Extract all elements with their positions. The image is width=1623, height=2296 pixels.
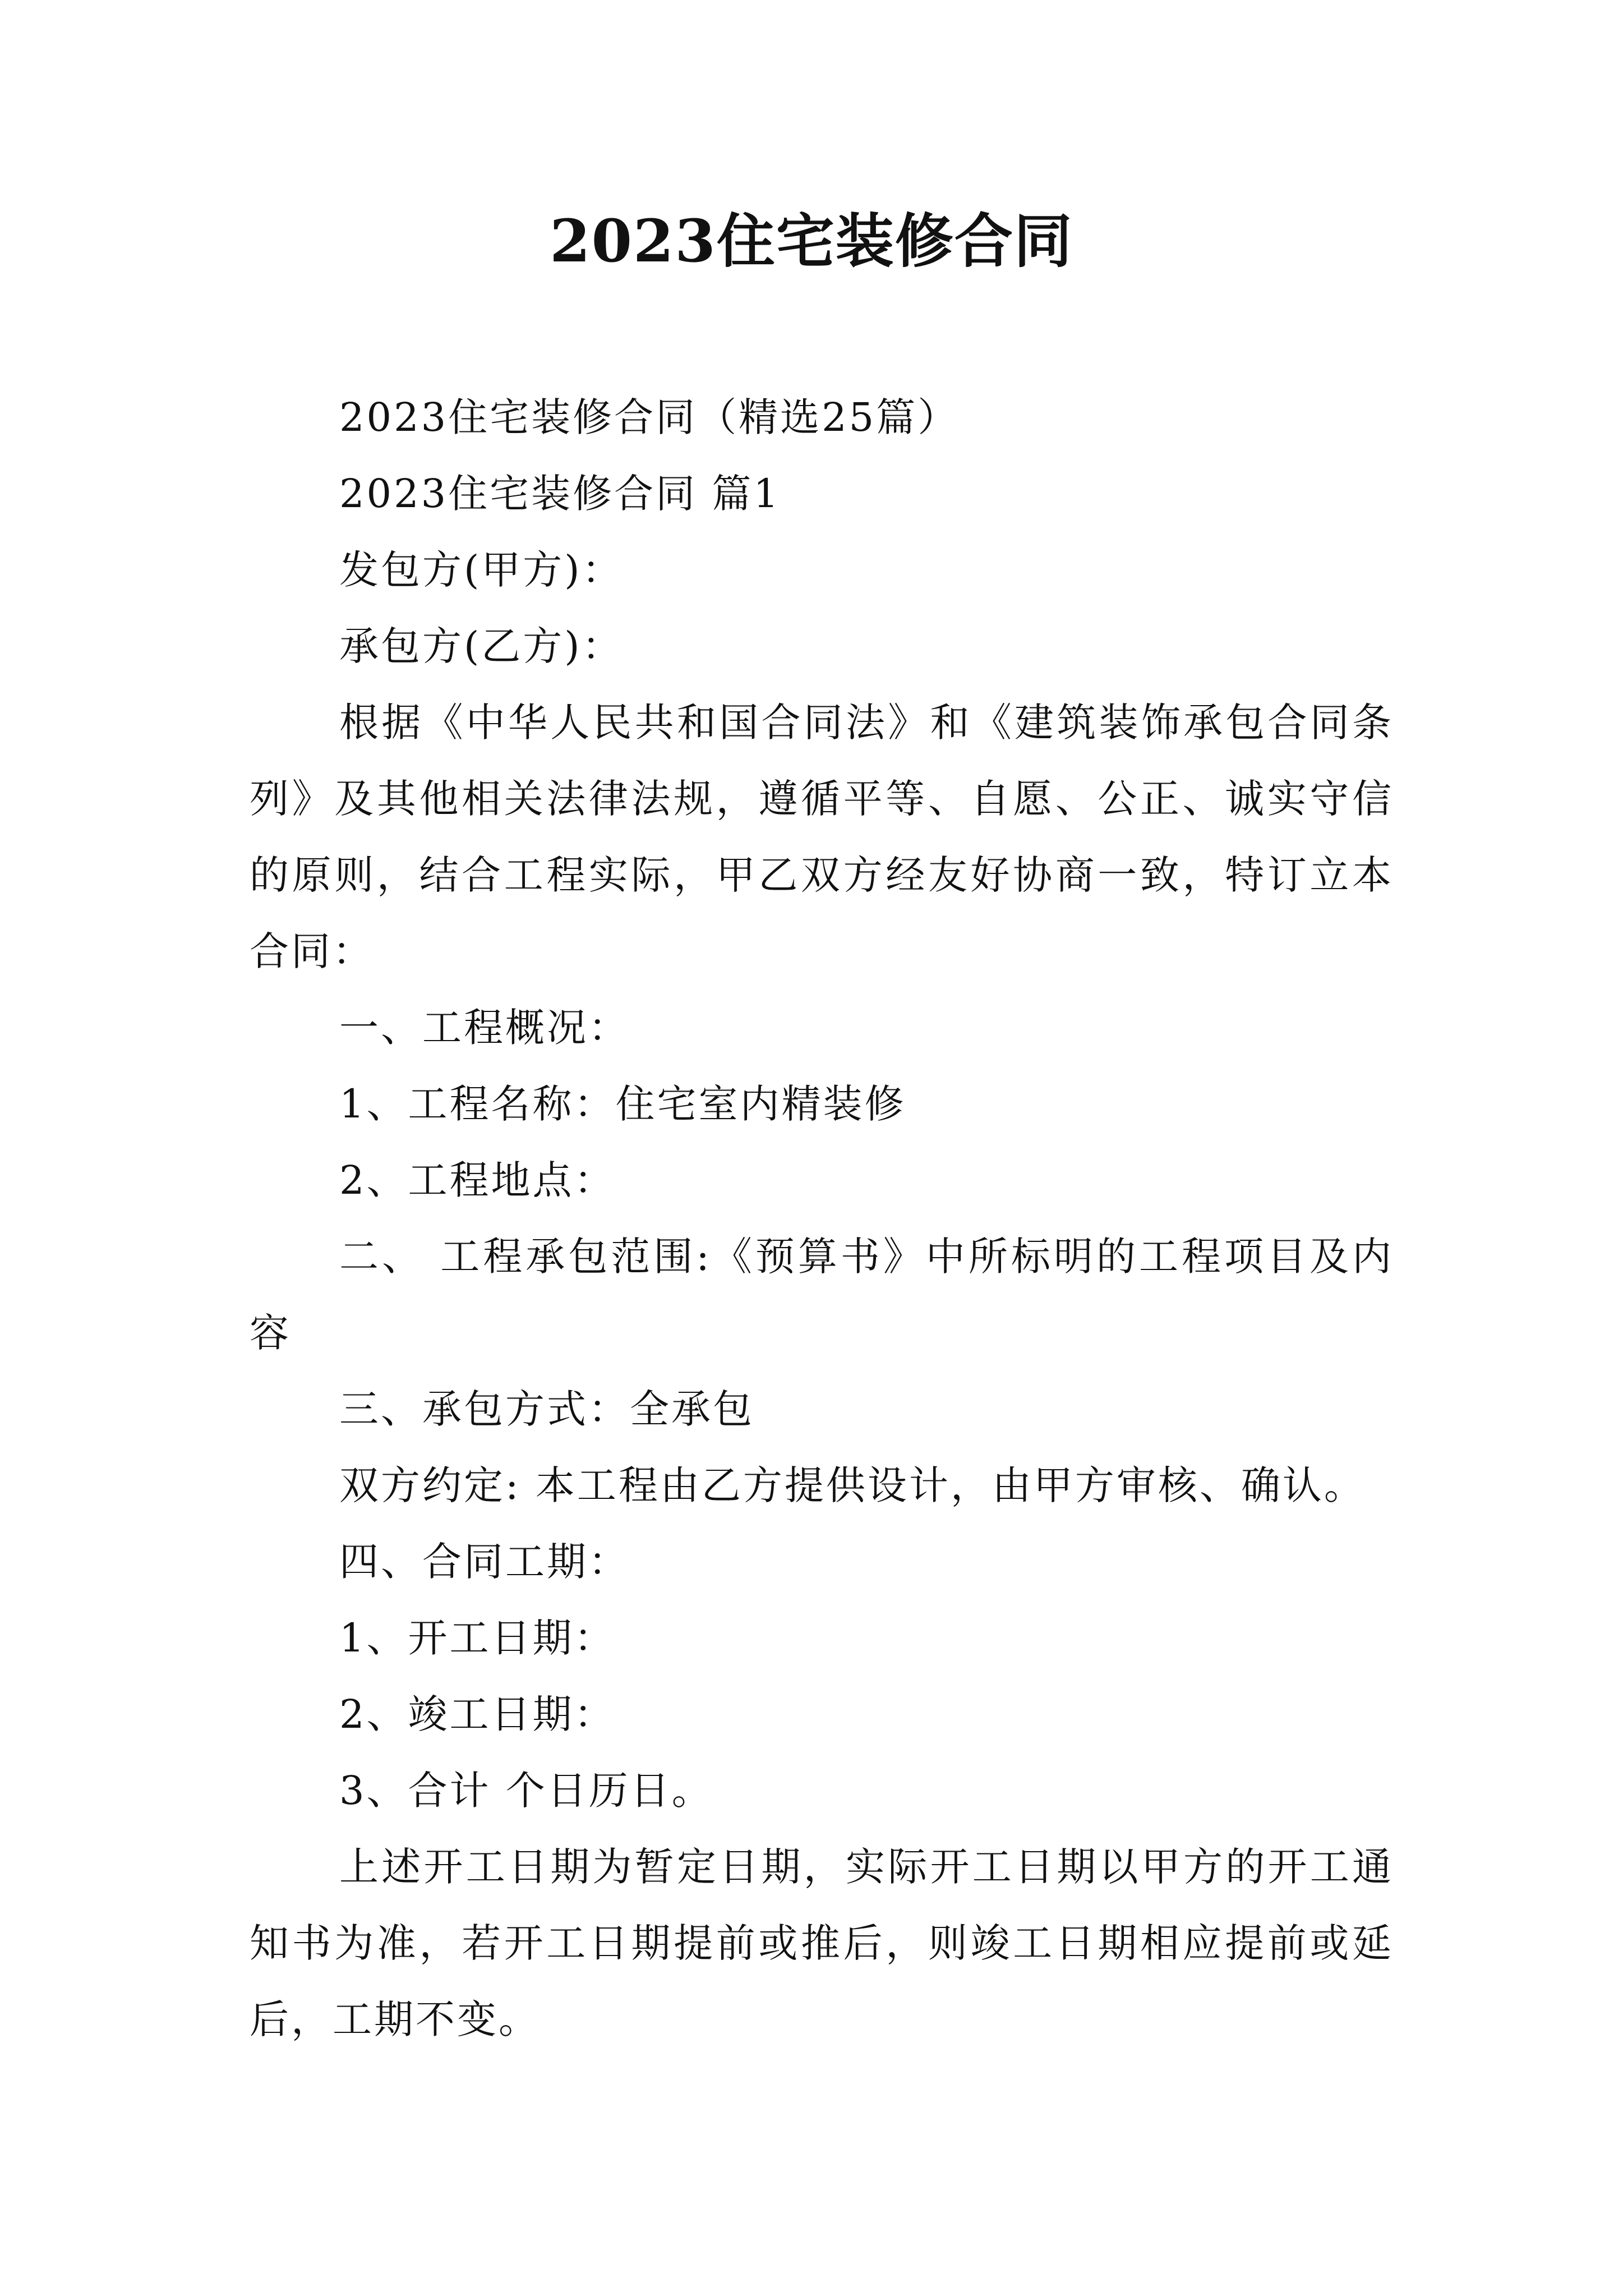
paragraph-contract-period: 四、合同工期： [339, 1539, 630, 1585]
paragraph-date-note: 上述开工日期为暂定日期，实际开工日期以甲方的开工通知书为准，若开工日期提前或推后，则竣工日期相应提前或延后，工期不变。 [250, 1844, 1394, 2042]
paragraph-contract-method: 三、承包方式：全承包 [339, 1386, 754, 1432]
paragraph-project-name: 1、工程名称：住宅室内精装修 [339, 1081, 906, 1127]
paragraph-subtitle: 2023住宅装修合同（精选25篇） [339, 394, 960, 440]
paragraph-preamble: 根据《中华人民共和国合同法》和《建筑装饰承包合同条列》及其他相关法律法规，遵循平等、自愿、公正、诚实守信的原则，结合工程实际，甲乙双方经友好协商一致，特订立本合同： [250, 700, 1394, 974]
paragraph-project-location: 2、工程地点： [339, 1157, 616, 1203]
document-title: 2023住宅装修合同 [550, 206, 1073, 275]
paragraph-party-b: 承包方(乙方)： [339, 623, 624, 669]
paragraph-scope: 二、 工程承包范围:《预算书》中所标明的工程项目及内容 [250, 1234, 1394, 1356]
paragraph-party-a: 发包方(甲方)： [339, 547, 624, 593]
paragraph-completion-date: 2、竣工日期： [339, 1691, 616, 1737]
paragraph-section-heading: 2023住宅装修合同 篇1 [339, 471, 781, 517]
paragraph-total-days: 3、合计 个日历日。 [339, 1768, 713, 1814]
paragraph-project-overview: 一、工程概况： [339, 1005, 630, 1051]
paragraph-start-date: 1、开工日期： [339, 1615, 616, 1661]
document-body [250, 379, 1394, 2058]
paragraph-design-agreement: 双方约定: 本工程由乙方提供设计，由甲方审核、确认。 [339, 1462, 1366, 1508]
